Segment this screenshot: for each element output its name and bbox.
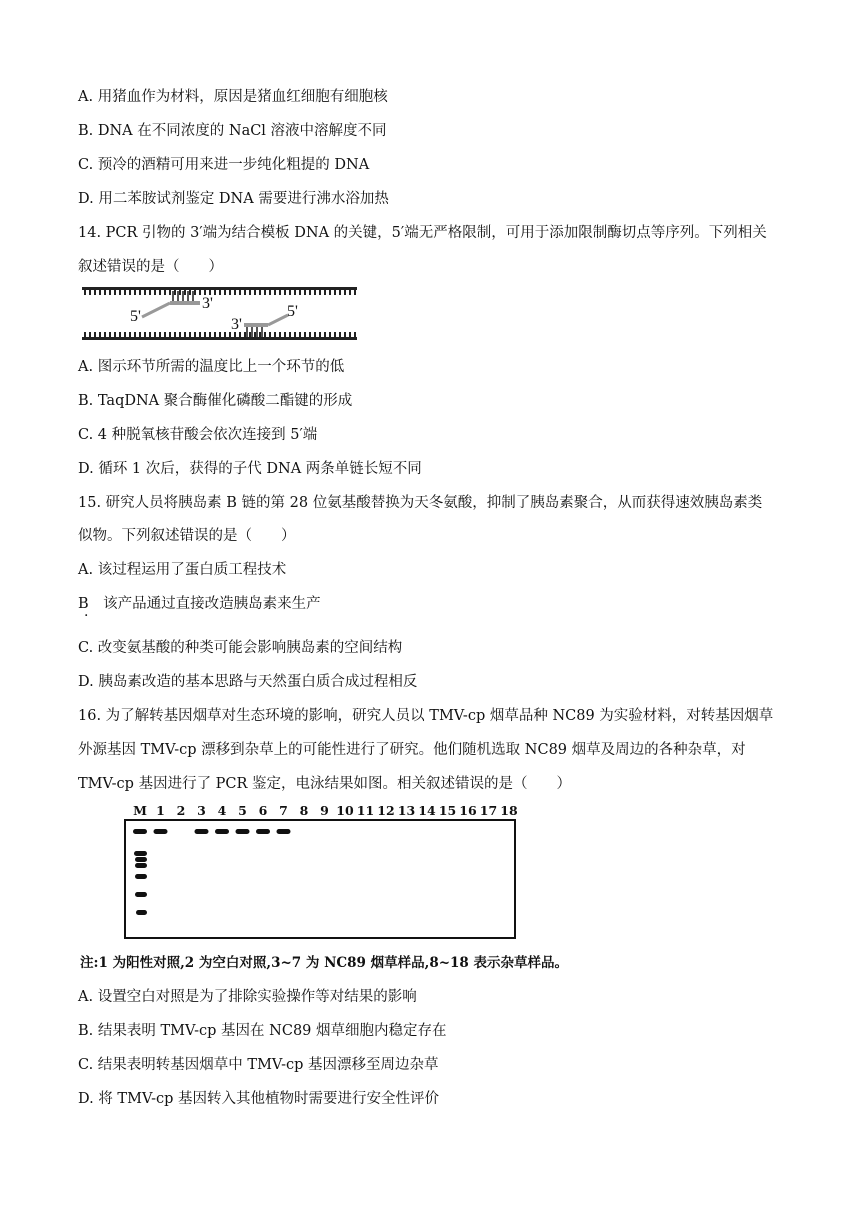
gel-band-lane-7 xyxy=(277,829,291,834)
q15-option-b: B 该产品通过直接改造胰岛素来生产 xyxy=(78,596,321,612)
gel-lane-label-3: 3 xyxy=(197,803,206,818)
gel-lane-label-17: 17 xyxy=(479,803,498,818)
gel-footnote: 注:1 为阳性对照,2 为空白对照,3~7 为 NC89 烟草样品,8~18 表示杂草样品。 xyxy=(80,955,569,971)
q14-option-c: C. 4 种脱氧核苷酸会依次连接到 5′端 xyxy=(78,427,318,443)
q15-option-d: D. 胰岛素改造的基本思路与天然蛋白质合成过程相反 xyxy=(78,674,418,690)
q16-option-b: B. 结果表明 TMV-cp 基因在 NC89 烟草细胞内稳定存在 xyxy=(78,1023,447,1039)
gel-lane-label-14: 14 xyxy=(418,803,436,818)
q16-stem-line2: 外源基因 TMV-cp 漂移到杂草上的可能性进行了研究。他们随机选取 NC89 烟草及周边的各种杂草，对 xyxy=(78,742,746,758)
gel-lane-label-7: 7 xyxy=(279,803,288,818)
gel-lane-label-2: 2 xyxy=(176,803,186,818)
top-primer-5-label: 5' xyxy=(130,308,141,325)
electrophoresis-gel xyxy=(120,800,520,942)
gel-lane-label-18: 18 xyxy=(500,803,518,818)
gel-lane-label-9: 9 xyxy=(320,803,329,818)
q14-option-a: A. 图示环节所需的温度比上一个环节的低 xyxy=(78,359,345,375)
q15-stem-line2: 似物。下列叙述错误的是（ ） xyxy=(78,528,296,544)
gel-band-lane-5 xyxy=(236,829,250,834)
q13-option-b: B. DNA 在不同浓度的 NaCl 溶液中溶解度不同 xyxy=(78,123,387,139)
top-strand xyxy=(82,287,357,290)
gel-band-lane-3 xyxy=(195,829,209,834)
bottom-primer-5-label: 5' xyxy=(287,303,298,320)
q15-option-a: A. 该过程运用了蛋白质工程技术 xyxy=(78,562,287,578)
q14-stem-line2: 叙述错误的是（ ） xyxy=(78,259,223,275)
gel-lane-labels xyxy=(133,803,518,818)
gel-lane-label-15: 15 xyxy=(438,803,457,818)
gel-band-lane-4 xyxy=(215,829,229,834)
bottom-strand-ticks xyxy=(84,332,356,337)
q16-stem-line1: 16. 为了解转基因烟草对生态环境的影响，研究人员以 TMV-cp 烟草品种 NC89 为实验材料，对转基因烟草 xyxy=(78,708,774,724)
gel-lane-label-6: 6 xyxy=(258,803,268,818)
gel-lane-label-12: 12 xyxy=(377,803,395,818)
pcr-primer-diagram xyxy=(82,283,362,345)
q16-option-d: D. 将 TMV-cp 基因转入其他植物时需要进行安全性评价 xyxy=(78,1091,440,1107)
bottom-primer xyxy=(244,323,268,327)
top-primer xyxy=(170,301,200,305)
q13-option-a: A. 用猪血作为材料，原因是猪血红细胞有细胞核 xyxy=(78,89,388,105)
q14-option-d: D. 循环 1 次后，获得的子代 DNA 两条单链长短不同 xyxy=(78,461,422,477)
q15-option-c: C. 改变氨基酸的种类可能会影响胰岛素的空间结构 xyxy=(78,640,403,656)
top-strand-ticks xyxy=(84,290,356,295)
gel-lane-label-5: 5 xyxy=(238,803,247,818)
gel-frame xyxy=(125,820,515,938)
q13-option-c: C. 预冷的酒精可用来进一步纯化粗提的 DNA xyxy=(78,157,370,173)
gel-lane-label-11: 11 xyxy=(356,803,375,818)
gel-lane-label-8: 8 xyxy=(299,803,309,818)
q14-option-b: B. TaqDNA 聚合酶催化磷酸二酯键的形成 xyxy=(78,393,353,409)
top-primer-3-label: 3' xyxy=(202,295,213,312)
gel-lane-label-10: 10 xyxy=(336,803,354,818)
bottom-primer-tail xyxy=(268,315,288,325)
q16-option-c: C. 结果表明转基因烟草中 TMV-cp 基因漂移至周边杂草 xyxy=(78,1057,439,1073)
gel-lane-label-16: 16 xyxy=(459,803,477,818)
q16-stem-line3: TMV-cp 基因进行了 PCR 鉴定，电泳结果如图。相关叙述错误的是（ ） xyxy=(78,776,572,792)
gel-lane-label-13: 13 xyxy=(397,803,416,818)
gel-lane-label-4: 4 xyxy=(217,803,227,818)
q15-option-b-dot: · xyxy=(84,608,89,624)
gel-lane-label-1: 1 xyxy=(156,803,165,818)
gel-lane-label-M: M xyxy=(133,803,147,818)
q15-stem-line1: 15. 研究人员将胰岛素 B 链的第 28 位氨基酸替换为天冬氨酸，抑制了胰岛素聚合，从而获得速效胰岛素类 xyxy=(78,495,763,511)
top-primer-tail xyxy=(142,303,170,317)
q13-option-d: D. 用二苯胺试剂鉴定 DNA 需要进行沸水浴加热 xyxy=(78,191,389,207)
bottom-primer-3-label: 3' xyxy=(231,316,242,333)
q14-stem-line1: 14. PCR 引物的 3′端为结合模板 DNA 的关键，5′端无严格限制，可用于添加限制酶切点等序列。下列相关 xyxy=(78,225,767,241)
gel-band-lane-1 xyxy=(154,829,168,834)
gel-band-lane-M xyxy=(133,829,147,834)
bottom-strand xyxy=(82,337,357,340)
gel-band-lane-6 xyxy=(256,829,270,834)
q16-option-a: A. 设置空白对照是为了排除实验操作等对结果的影响 xyxy=(78,989,417,1005)
